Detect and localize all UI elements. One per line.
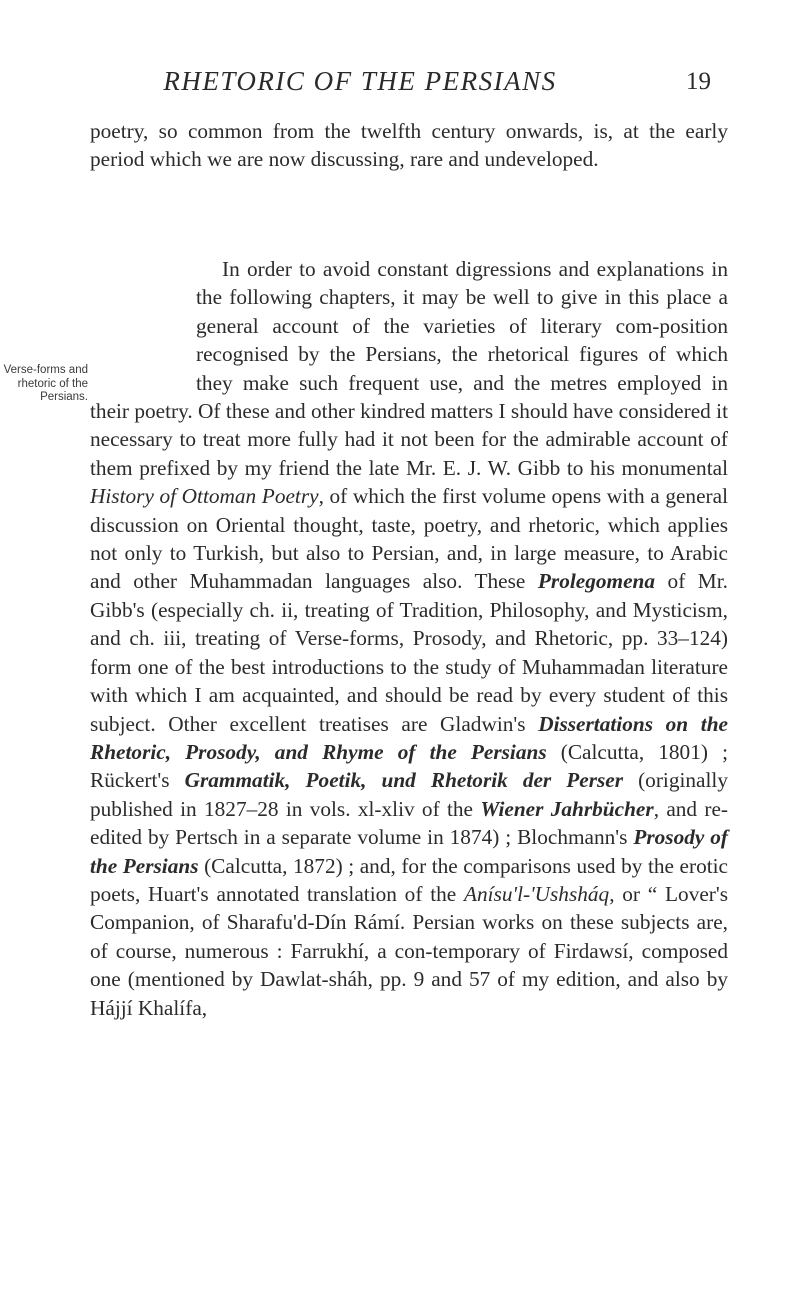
p2-text-2: , of which the first volume opens with a general discussion on Oriental thought, taste, poetry, and rhetoric, which applies not only to Turkish, but also to Persian, and, in large measure, to Arabic and other Muhammadan languages also. These [90, 484, 728, 594]
book-title-wiener-jahrbucher: Wiener Jahrbücher [480, 796, 654, 821]
margin-note-line-3: Persians. [40, 391, 88, 403]
book-title-prosody: Prosody of the Persians [90, 825, 728, 878]
p2-text-5: (originally published in 1827–28 in vols. xl-xliv of the [90, 768, 728, 821]
paragraph-main [90, 255, 728, 1022]
book-title-anisul-ushshaq: Anísu'l-'Ushsháq [464, 881, 610, 906]
book-title-ottoman-poetry: History of Ottoman Poetry [90, 484, 319, 509]
margin-note-line-1: Verse-forms and [3, 364, 88, 376]
margin-note-gap [90, 312, 196, 397]
paragraph-2-text [90, 255, 728, 1022]
p2-text-3: of Mr. Gibb's (especially ch. ii, treating of Tradition, Philosophy, and Mysticism, and ch. iii, treating of Verse-forms, Prosody, and Rhetoric, pp. 33–124) form one of the best introductions to the study of Muhammadan literature with which I am acquainted, and should be read by every student of this subject. Other excellent treatises are Gladwin's [90, 569, 728, 736]
book-title-grammatik: Grammatik, Poetik, und Rhetorik der Perser [184, 768, 624, 793]
paragraph-1-text: poetry, so common from the twelfth century onwards, is, at the early period which we are now discussing, rare and undeveloped. [90, 119, 728, 172]
p2-text-4: (Calcutta, 1801) ; Rückert's [90, 739, 728, 793]
book-title-dissertations: Dissertations on the Rhetoric, Prosody, and Rhyme of the Persians [90, 711, 728, 764]
p2-text-6: , and re-edited by Pertsch in a separate volume in 1874) ; Blochmann's [90, 796, 729, 850]
running-title: RHETORIC OF THE PERSIANS [163, 66, 557, 96]
p2-text-8: , or “ Lover's Companion, of Sharafu'd-Dín Rámí. Persian works on these subjects are, of course, numerous : Farrukhí, a con-temporary of Firdawsí, composed one (mentioned by Dawlat-sháh, pp. 9 and 57 of my edition, and also by Hájjí Khalífa, [90, 881, 729, 1020]
paragraph-continuation [90, 117, 728, 174]
p2-text-1: In order to avoid constant digressions and explanations in the following chapters, it may be well to give in this place a general account of the varieties of literary com-position recognised by the Persians, the rhetorical figures of which they make such frequent use, and the metres employed in their poetry. Of these and other kindred matters I should have considered it necessary to treat more fully had it not been for the admirable account of them prefixed by my friend the late Mr. E. J. W. Gibb to his monumental [90, 257, 728, 480]
margin-note [2, 364, 88, 405]
running-head [0, 66, 801, 106]
book-title-prolegomena: Prolegomena [537, 569, 656, 594]
page-number: 19 [686, 68, 711, 95]
p2-text-7: (Calcutta, 1872) ; and, for the comparisons used by the erotic poets, Huart's annotated translation of the [90, 853, 729, 906]
margin-note-line-2: rhetoric of the [17, 377, 88, 390]
